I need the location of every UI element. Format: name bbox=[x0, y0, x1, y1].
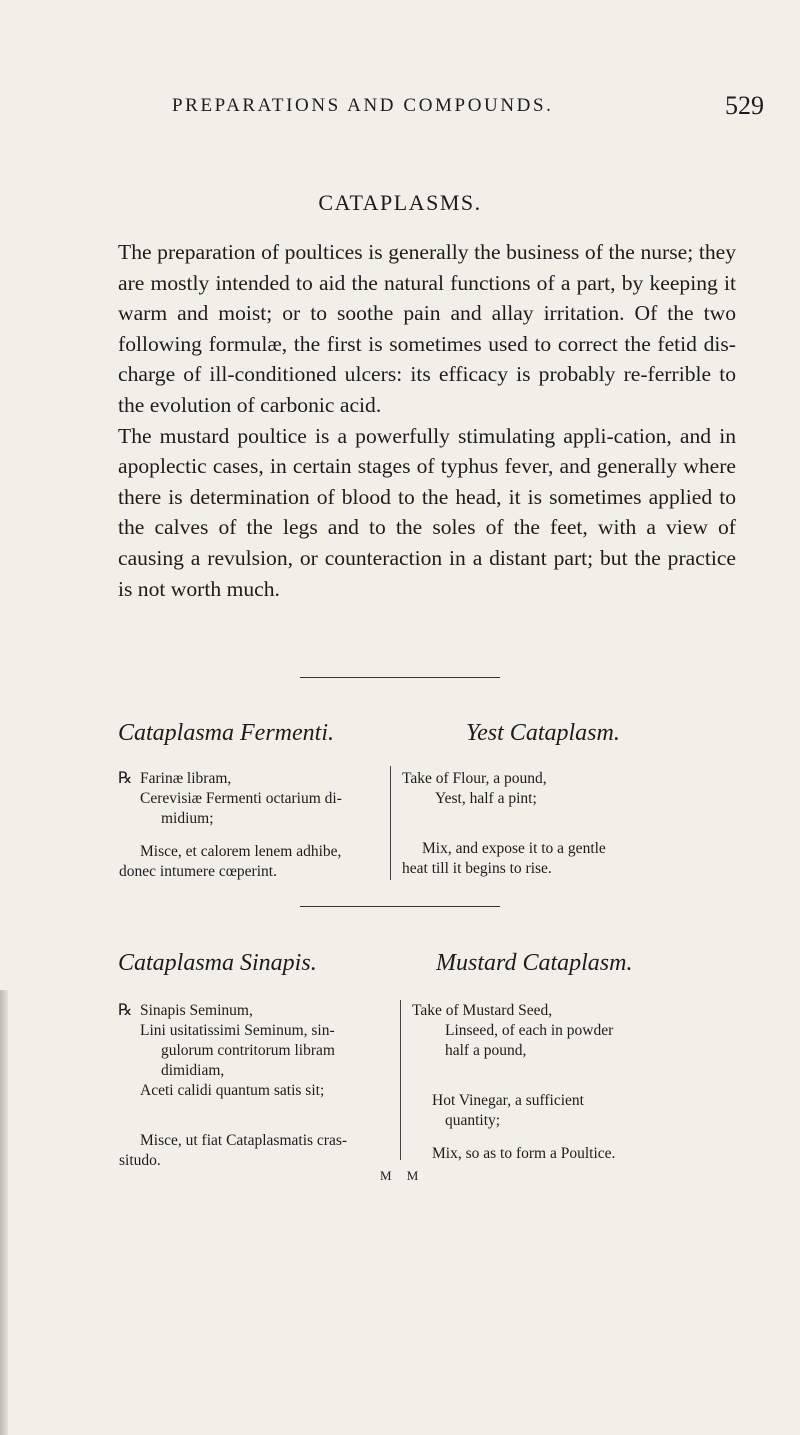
recipe-2-latin-line-6: Misce, ut fiat Cataplasmatis cras- bbox=[140, 1132, 348, 1149]
running-title: PREPARATIONS AND COMPOUNDS. bbox=[172, 95, 554, 116]
recipe-2-latin-line-1: Sinapis Seminum, bbox=[140, 1002, 253, 1019]
recipe-1-english-line-3: Mix, and expose it to a gentle bbox=[422, 840, 606, 857]
recipe-2-english-line-4: Hot Vinegar, a sufficient bbox=[432, 1092, 584, 1109]
page-edge-shadow bbox=[0, 990, 8, 1435]
recipe-2-latin-text bbox=[119, 1001, 380, 1171]
intro-text bbox=[118, 237, 736, 604]
recipe-1-latin-text bbox=[119, 769, 380, 882]
intro-paragraph-2: The mustard poultice is a powerfully stimulating appli-cation, and in apoplectic cases, in certain stages of typhus fever, and generally where there is determination of blood to the head, it is sometimes applied to the calves of the legs and to the soles of the feet, with a view of causing a revulsion, or counteraction in a distant part; but the practice is not worth much. bbox=[118, 423, 736, 601]
recipe-1-latin-title: Cataplasma Fermenti. bbox=[118, 720, 334, 746]
recipe-2-english-line-1: Take of Mustard Seed, bbox=[412, 1002, 553, 1019]
recipe-1-english-line-1: Take of Flour, a pound, bbox=[402, 770, 547, 787]
recipe-1-latin-line-2: Cerevisiæ Fermenti octarium di- bbox=[140, 790, 342, 807]
recipe-1-english-line-2: Yest, half a pint; bbox=[435, 790, 537, 807]
recipe-1-latin-line-1: Farinæ libram, bbox=[140, 770, 232, 787]
recipe-1-latin-line-5: donec intumere cœperint. bbox=[119, 863, 277, 880]
recipe-1-english-line-4: heat till it begins to rise. bbox=[402, 860, 552, 877]
recipe-2-english-line-6: Mix, so as to form a Poultice. bbox=[432, 1145, 616, 1162]
recipe-2-latin-line-2: Lini usitatissimi Seminum, sin- bbox=[140, 1022, 335, 1039]
recipe-1-english-title: Yest Cataplasm. bbox=[466, 720, 620, 746]
recipe-2-latin-title: Cataplasma Sinapis. bbox=[118, 950, 317, 976]
intro-paragraph-1: The preparation of poultices is generally the business of the nurse; they are mostly intended to aid the natural functions of a part, by keeping it warm and moist; or to soothe pain and allay irritation. Of the two following formulæ, the first is sometimes used to correct the fetid dis-charge of ill-conditioned ulcers: its efficacy is probably re-ferrible to the evolution of carbonic acid. bbox=[118, 240, 736, 417]
recipe-2-english-line-5: quantity; bbox=[445, 1112, 501, 1129]
recipe-2-latin-line-3: gulorum contritorum libram bbox=[161, 1042, 335, 1059]
recipe-2-latin-line-7: situdo. bbox=[119, 1152, 161, 1169]
recipe-2-column-divider bbox=[400, 1000, 401, 1160]
recipe-2-english-line-2: Linseed, of each in powder bbox=[445, 1022, 614, 1039]
page-number: 529 bbox=[725, 91, 764, 120]
recipe-2-english-text bbox=[412, 1001, 742, 1164]
divider-1 bbox=[300, 677, 500, 678]
page-header bbox=[172, 91, 800, 135]
recipe-1-latin-line-3: midium; bbox=[161, 810, 214, 827]
recipe-2-latin-line-4: dimidiam, bbox=[161, 1062, 225, 1079]
recipe-1-english-text bbox=[402, 769, 712, 879]
recipe-2-latin-line-5: Aceti calidi quantum satis sit; bbox=[140, 1082, 325, 1099]
recipe-2-english-title: Mustard Cataplasm. bbox=[436, 950, 633, 976]
recipe-2-english-line-3: half a pound, bbox=[445, 1042, 527, 1059]
recipe-1-rx-symbol: ℞ bbox=[118, 770, 133, 787]
divider-2 bbox=[300, 906, 500, 907]
recipe-1-column-divider bbox=[390, 766, 391, 880]
recipe-2-rx-symbol: ℞ bbox=[118, 1002, 133, 1019]
signature-mark: M M bbox=[380, 1168, 425, 1183]
section-title: CATAPLASMS. bbox=[318, 190, 482, 215]
recipe-1-latin-line-4: Misce, et calorem lenem adhibe, bbox=[140, 843, 342, 860]
